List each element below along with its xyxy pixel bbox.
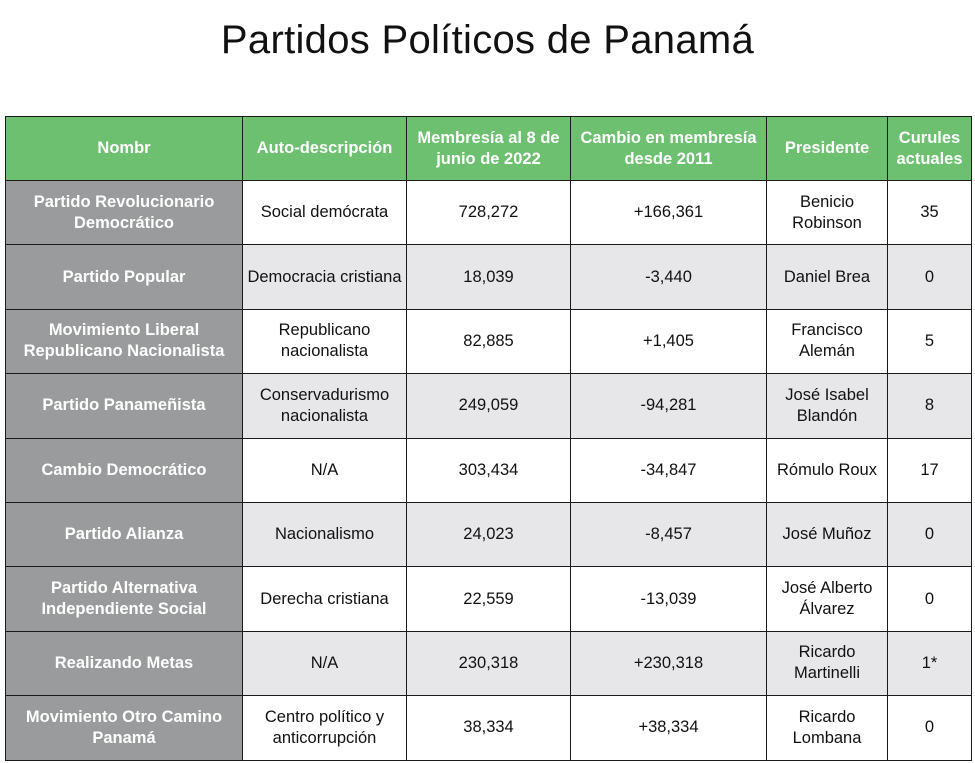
party-name-cell: Partido Revolucionario Democrático [6, 181, 243, 245]
president-cell: Daniel Brea [767, 245, 888, 309]
table-row [6, 631, 972, 695]
table-row [6, 245, 972, 309]
party-name-cell: Movimiento Liberal Republicano Nacionalista [6, 309, 243, 373]
president-cell: José Isabel Blandón [767, 374, 888, 438]
table-row [6, 567, 972, 631]
membership-change-cell: +1,405 [571, 309, 767, 373]
membership-change-cell: +166,361 [571, 181, 767, 245]
self-description-cell: Conservadurismo nacionalista [243, 374, 407, 438]
membership-change-cell: -13,039 [571, 567, 767, 631]
table-row [6, 502, 972, 566]
seats-cell: 35 [888, 181, 972, 245]
header-membership-change: Cambio en membresía desde 2011 [571, 117, 767, 181]
table-row [6, 181, 972, 245]
self-description-cell: Derecha cristiana [243, 567, 407, 631]
seats-cell: 8 [888, 374, 972, 438]
membership-cell: 230,318 [407, 631, 571, 695]
party-name-cell: Partido Panameñista [6, 374, 243, 438]
self-description-cell: Social demócrata [243, 181, 407, 245]
membership-change-cell: -3,440 [571, 245, 767, 309]
president-cell: José Muñoz [767, 502, 888, 566]
parties-table [5, 116, 972, 761]
self-description-cell: Republicano nacionalista [243, 309, 407, 373]
president-cell: Francisco Alemán [767, 309, 888, 373]
membership-cell: 303,434 [407, 438, 571, 502]
seats-cell: 0 [888, 696, 972, 760]
header-name: Nombr [6, 117, 243, 181]
membership-cell: 249,059 [407, 374, 571, 438]
table-row [6, 309, 972, 373]
table-row [6, 438, 972, 502]
seats-cell: 0 [888, 245, 972, 309]
membership-cell: 82,885 [407, 309, 571, 373]
membership-cell: 18,039 [407, 245, 571, 309]
table-row [6, 696, 972, 760]
table-row [6, 374, 972, 438]
seats-cell: 0 [888, 567, 972, 631]
self-description-cell: N/A [243, 438, 407, 502]
header-president: Presidente [767, 117, 888, 181]
membership-change-cell: -94,281 [571, 374, 767, 438]
seats-cell: 1* [888, 631, 972, 695]
seats-cell: 17 [888, 438, 972, 502]
party-name-cell: Movimiento Otro Camino Panamá [6, 696, 243, 760]
party-name-cell: Partido Popular [6, 245, 243, 309]
membership-cell: 22,559 [407, 567, 571, 631]
president-cell: Benicio Robinson [767, 181, 888, 245]
membership-change-cell: -8,457 [571, 502, 767, 566]
seats-cell: 0 [888, 502, 972, 566]
president-cell: José Alberto Álvarez [767, 567, 888, 631]
membership-cell: 38,334 [407, 696, 571, 760]
party-name-cell: Cambio Democrático [6, 438, 243, 502]
table-header-row [6, 117, 972, 181]
membership-change-cell: +230,318 [571, 631, 767, 695]
header-current-seats: Curules actuales [888, 117, 972, 181]
self-description-cell: Democracia cristiana [243, 245, 407, 309]
party-name-cell: Realizando Metas [6, 631, 243, 695]
self-description-cell: N/A [243, 631, 407, 695]
president-cell: Ricardo Martinelli [767, 631, 888, 695]
membership-cell: 728,272 [407, 181, 571, 245]
membership-change-cell: -34,847 [571, 438, 767, 502]
membership-cell: 24,023 [407, 502, 571, 566]
header-membership: Membresía al 8 de junio de 2022 [407, 117, 571, 181]
president-cell: Ricardo Lombana [767, 696, 888, 760]
party-name-cell: Partido Alianza [6, 502, 243, 566]
header-self-description: Auto-descripción [243, 117, 407, 181]
self-description-cell: Nacionalismo [243, 502, 407, 566]
membership-change-cell: +38,334 [571, 696, 767, 760]
party-name-cell: Partido Alternativa Independiente Social [6, 567, 243, 631]
president-cell: Rómulo Roux [767, 438, 888, 502]
page-title: Partidos Políticos de Panamá [220, 18, 755, 62]
seats-cell: 5 [888, 309, 972, 373]
self-description-cell: Centro político y anticorrupción [243, 696, 407, 760]
